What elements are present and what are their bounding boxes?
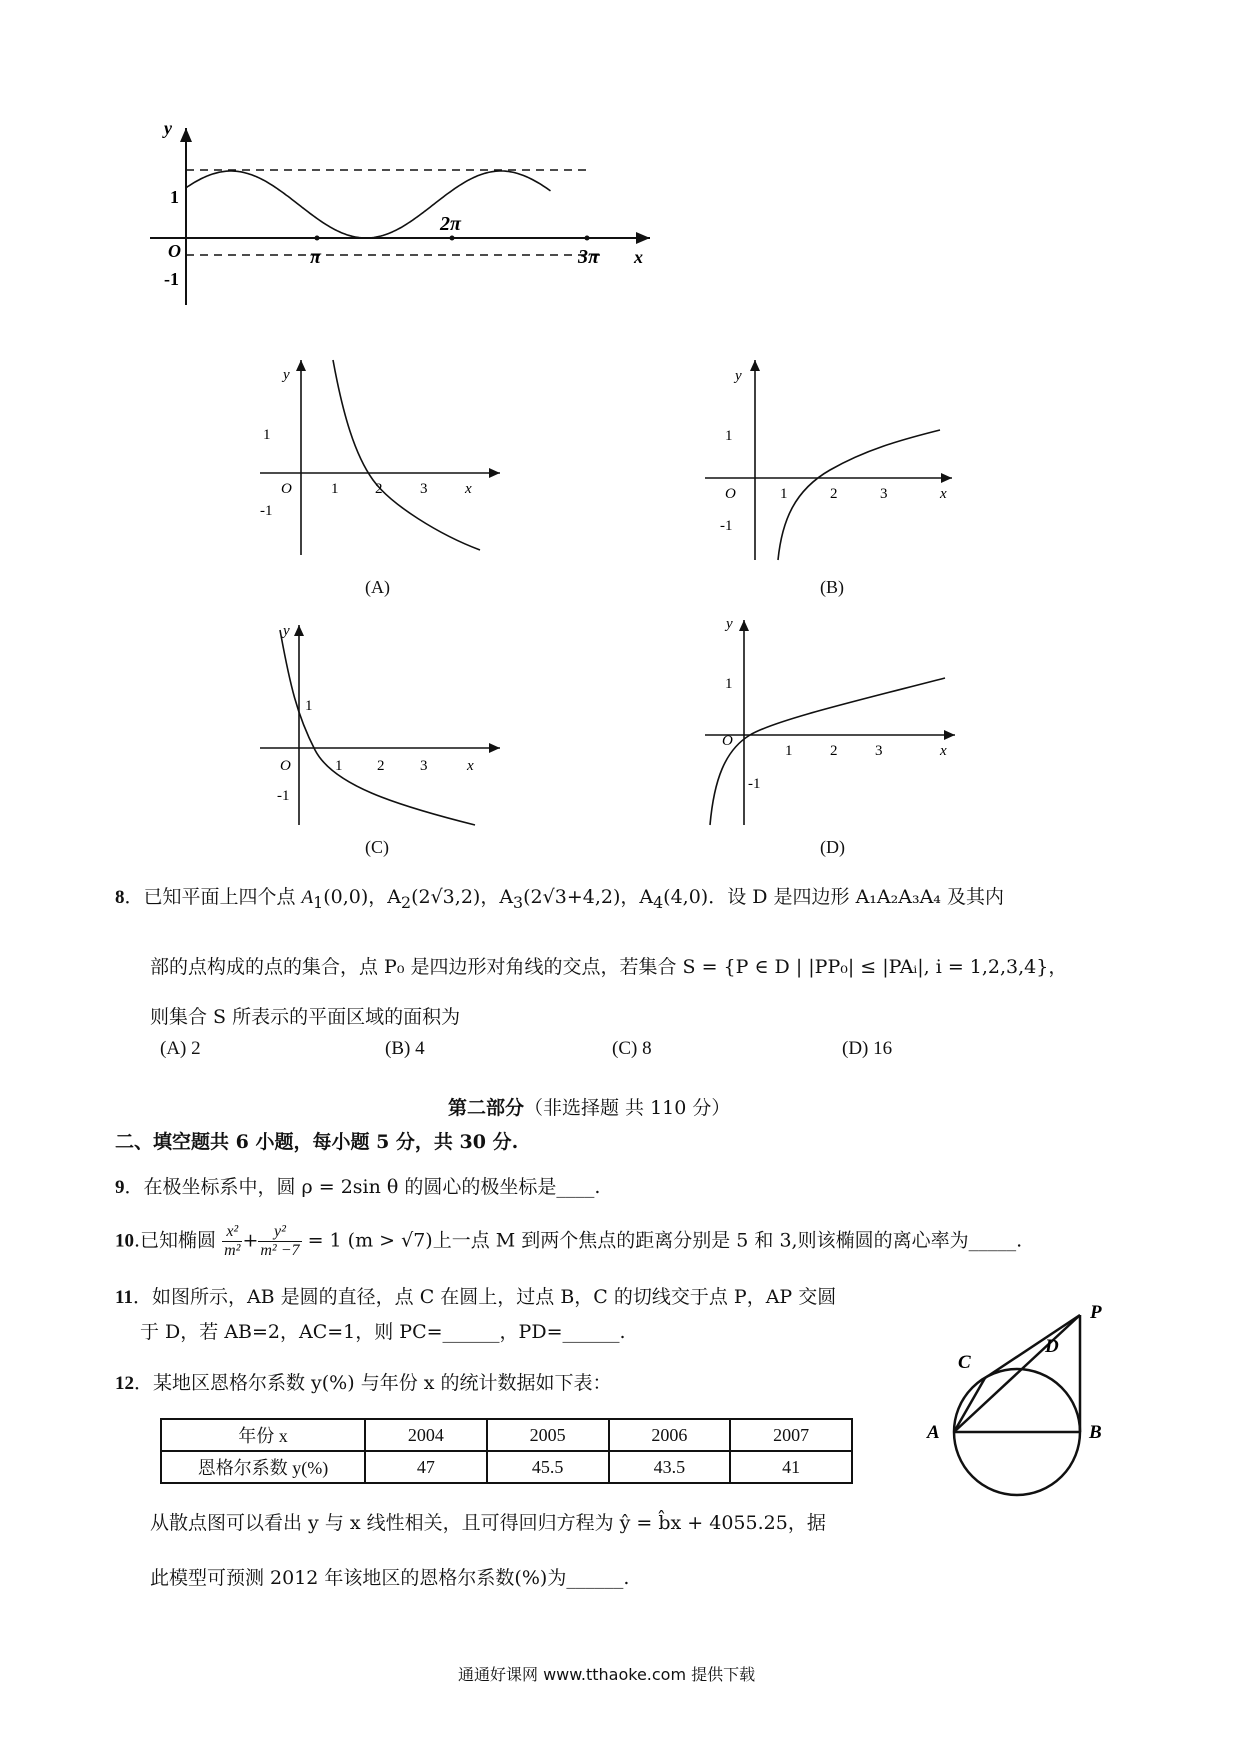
tick-x-1: 1	[331, 481, 339, 497]
y-tick-neg1: -1	[164, 269, 179, 289]
y-axis-arrow	[180, 128, 192, 142]
tick-y-1: 1	[725, 428, 733, 444]
curve	[333, 360, 480, 550]
label-a: A	[927, 1422, 940, 1443]
y-axis-arrow	[739, 620, 749, 631]
table-header-year: 年份 x	[161, 1419, 365, 1451]
table-cell: 2004	[365, 1419, 487, 1451]
x-axis-arrow	[944, 730, 955, 740]
label-c: C	[958, 1352, 971, 1373]
question-9	[115, 1172, 600, 1199]
q10-condition: = 1 (m > √7)	[307, 1229, 433, 1252]
q8-a3: (2√3+4,2)，A	[523, 886, 654, 908]
frac-num: y²	[258, 1223, 301, 1242]
table-header-engel: 恩格尔系数 y(%)	[161, 1451, 365, 1483]
q11-line1: ．如图所示，AB 是圆的直径，点 C 在圆上，过点 B，C 的切线交于点 P，AP 交圆	[132, 1286, 837, 1308]
sine-curve	[186, 171, 551, 238]
y-axis-label: y	[164, 120, 172, 138]
x-label: x	[465, 481, 472, 497]
tick-x-3: 3	[880, 486, 888, 502]
table-row	[161, 1419, 852, 1451]
x-axis-label: x	[634, 247, 643, 267]
question-11-line-2: 于 D，若 AB=2，AC=1，则 PC=______，PD=______.	[140, 1321, 626, 1343]
x-axis-arrow	[489, 743, 500, 753]
graph-c-caption: (C)	[365, 837, 389, 857]
plus-sign: +	[242, 1229, 259, 1252]
tick-y-1: 1	[725, 676, 733, 692]
line-ap	[954, 1315, 1080, 1432]
y-axis-arrow	[750, 360, 760, 371]
graph-d-caption: (D)	[820, 837, 845, 857]
section-2-title	[448, 1093, 730, 1120]
question-number: 12	[115, 1373, 134, 1394]
tick-y-1: 1	[263, 427, 271, 443]
q10-post: 上一点 M 到两个焦点的距离分别是 5 和 3,则该椭圆的离心率为_____.	[432, 1229, 1023, 1252]
x-axis-arrow	[489, 468, 500, 478]
x-label: x	[467, 758, 474, 774]
tick-x-1: 1	[785, 743, 793, 759]
tick-x-3: 3	[875, 743, 883, 759]
x-tick-pi: π	[310, 246, 321, 268]
label-b: B	[1089, 1422, 1102, 1443]
origin-label: O	[168, 241, 181, 261]
table-cell: 47	[365, 1451, 487, 1483]
y-label: y	[726, 616, 733, 632]
question-9-text: ．在极坐标系中，圆 ρ = 2sin θ 的圆心的极坐标是____.	[124, 1176, 601, 1198]
frac-den: m²	[224, 1242, 241, 1259]
frac-num: x²	[222, 1223, 242, 1242]
question-number: 8	[115, 887, 125, 908]
fraction-y	[258, 1223, 301, 1260]
frac-den: m² −7	[260, 1242, 300, 1259]
tick-y-neg1: -1	[748, 776, 761, 792]
label-d: D	[1045, 1336, 1059, 1357]
question-8-line-2: 部的点构成的点的集合，点 P₀ 是四边形对角线的交点，若集合 S = {P ∈ D | |PP₀| ≤ |PAᵢ|, i = 1,2,3,4}，	[150, 956, 1068, 978]
section-2-subtitle: 二、填空题共 6 小题，每小题 5 分，共 30 分.	[115, 1131, 519, 1153]
q8-option-b: (B) 4	[385, 1038, 425, 1059]
question-10	[115, 1223, 1022, 1260]
tick-pi	[315, 236, 320, 241]
q8-option-c: (C) 8	[612, 1038, 652, 1059]
tick-x-3: 3	[420, 481, 428, 497]
table-cell: 45.5	[487, 1451, 609, 1483]
tick-x-2: 2	[830, 743, 838, 759]
x-label: x	[940, 486, 947, 502]
section-2-title-rest: （非选择题 共 110 分）	[524, 1097, 731, 1119]
tick-x-2: 2	[830, 486, 838, 502]
curve	[778, 430, 940, 560]
graph-b	[700, 350, 960, 565]
q8-option-a: (A) 2	[160, 1038, 201, 1059]
question-12	[115, 1368, 612, 1395]
graph-b-caption: (B)	[820, 577, 844, 597]
graph-d	[700, 610, 965, 830]
q8-a1: (0,0)，A	[323, 886, 401, 908]
x-label: x	[940, 743, 947, 759]
curve	[710, 678, 945, 825]
y-label: y	[283, 623, 290, 639]
q12-text: ．某地区恩格尔系数 y(%) 与年份 x 的统计数据如下表：	[134, 1372, 612, 1394]
circle-figure	[915, 1290, 1115, 1520]
x-tick-3pi: 3π	[578, 246, 599, 268]
graph-c	[255, 605, 505, 830]
table-cell: 41	[730, 1451, 852, 1483]
table-cell: 43.5	[609, 1451, 731, 1483]
q8-a2: (2√3,2)，A	[411, 886, 514, 908]
table-row	[161, 1451, 852, 1483]
tick-x-2: 2	[375, 481, 383, 497]
question-12-line-2: 从散点图可以看出 y 与 x 线性相关，且可得回归方程为 ŷ = b̂x + 4055.25，据	[150, 1512, 826, 1534]
footer: 通通好课网 www.tthaoke.com 提供下载	[458, 1665, 756, 1684]
origin-label: O	[722, 733, 733, 749]
tick-2pi	[450, 236, 455, 241]
engel-table	[160, 1418, 853, 1484]
section-2-title-bold: 第二部分	[448, 1097, 525, 1119]
table-cell: 2007	[730, 1419, 852, 1451]
origin-label: O	[725, 486, 736, 502]
table-cell: 2006	[609, 1419, 731, 1451]
curve	[280, 630, 475, 825]
sine-graph-figure	[150, 120, 730, 335]
tick-y-neg1: -1	[260, 503, 273, 519]
q8-option-d: (D) 16	[842, 1038, 893, 1059]
tick-x-1: 1	[335, 758, 343, 774]
question-number: 9	[115, 1177, 125, 1198]
question-number: 11	[115, 1287, 133, 1308]
question-8-line-1: 8．已知平面上四个点 $A_1(0,0)$，$A_2(2√3,2)$，$A_3(2√3+4,2)$，$A_4(4,0)$．设 D 是四边形 A₁A₂A₃A₄ 及其内	[115, 886, 1004, 912]
graph-a-caption: (A)	[365, 577, 390, 597]
tick-y-neg1: -1	[277, 788, 290, 804]
y-tick-1: 1	[170, 187, 179, 207]
table-cell: 2005	[487, 1419, 609, 1451]
x-axis-arrow	[941, 473, 952, 483]
tick-3pi	[585, 236, 590, 241]
tick-y-1: 1	[305, 698, 313, 714]
question-11-line-1	[115, 1282, 836, 1309]
label-p: P	[1090, 1302, 1102, 1323]
origin-label: O	[280, 758, 291, 774]
tick-x-2: 2	[377, 758, 385, 774]
question-number: 10	[115, 1230, 134, 1252]
graph-a	[255, 355, 505, 565]
question-12-line-3: 此模型可预测 2012 年该地区的恩格尔系数(%)为______.	[150, 1567, 630, 1589]
y-label: y	[735, 368, 742, 384]
origin-label: O	[281, 481, 292, 497]
question-8-line-3: 则集合 S 所表示的平面区域的面积为	[150, 1006, 461, 1028]
q10-pre: .已知椭圆	[134, 1229, 217, 1252]
x-tick-2pi: 2π	[440, 213, 461, 235]
y-label: y	[283, 367, 290, 383]
y-axis-arrow	[296, 360, 306, 371]
q8-a4: (4,0)．设 D 是四边形 A₁A₂A₃A₄ 及其内	[663, 886, 1004, 908]
tick-y-neg1: -1	[720, 518, 733, 534]
y-axis-arrow	[294, 625, 304, 636]
fraction-x	[222, 1223, 242, 1260]
chord-ac	[954, 1378, 985, 1432]
tick-x-3: 3	[420, 758, 428, 774]
tangent-cp	[985, 1315, 1080, 1378]
x-axis-arrow	[636, 232, 650, 244]
tick-x-1: 1	[780, 486, 788, 502]
